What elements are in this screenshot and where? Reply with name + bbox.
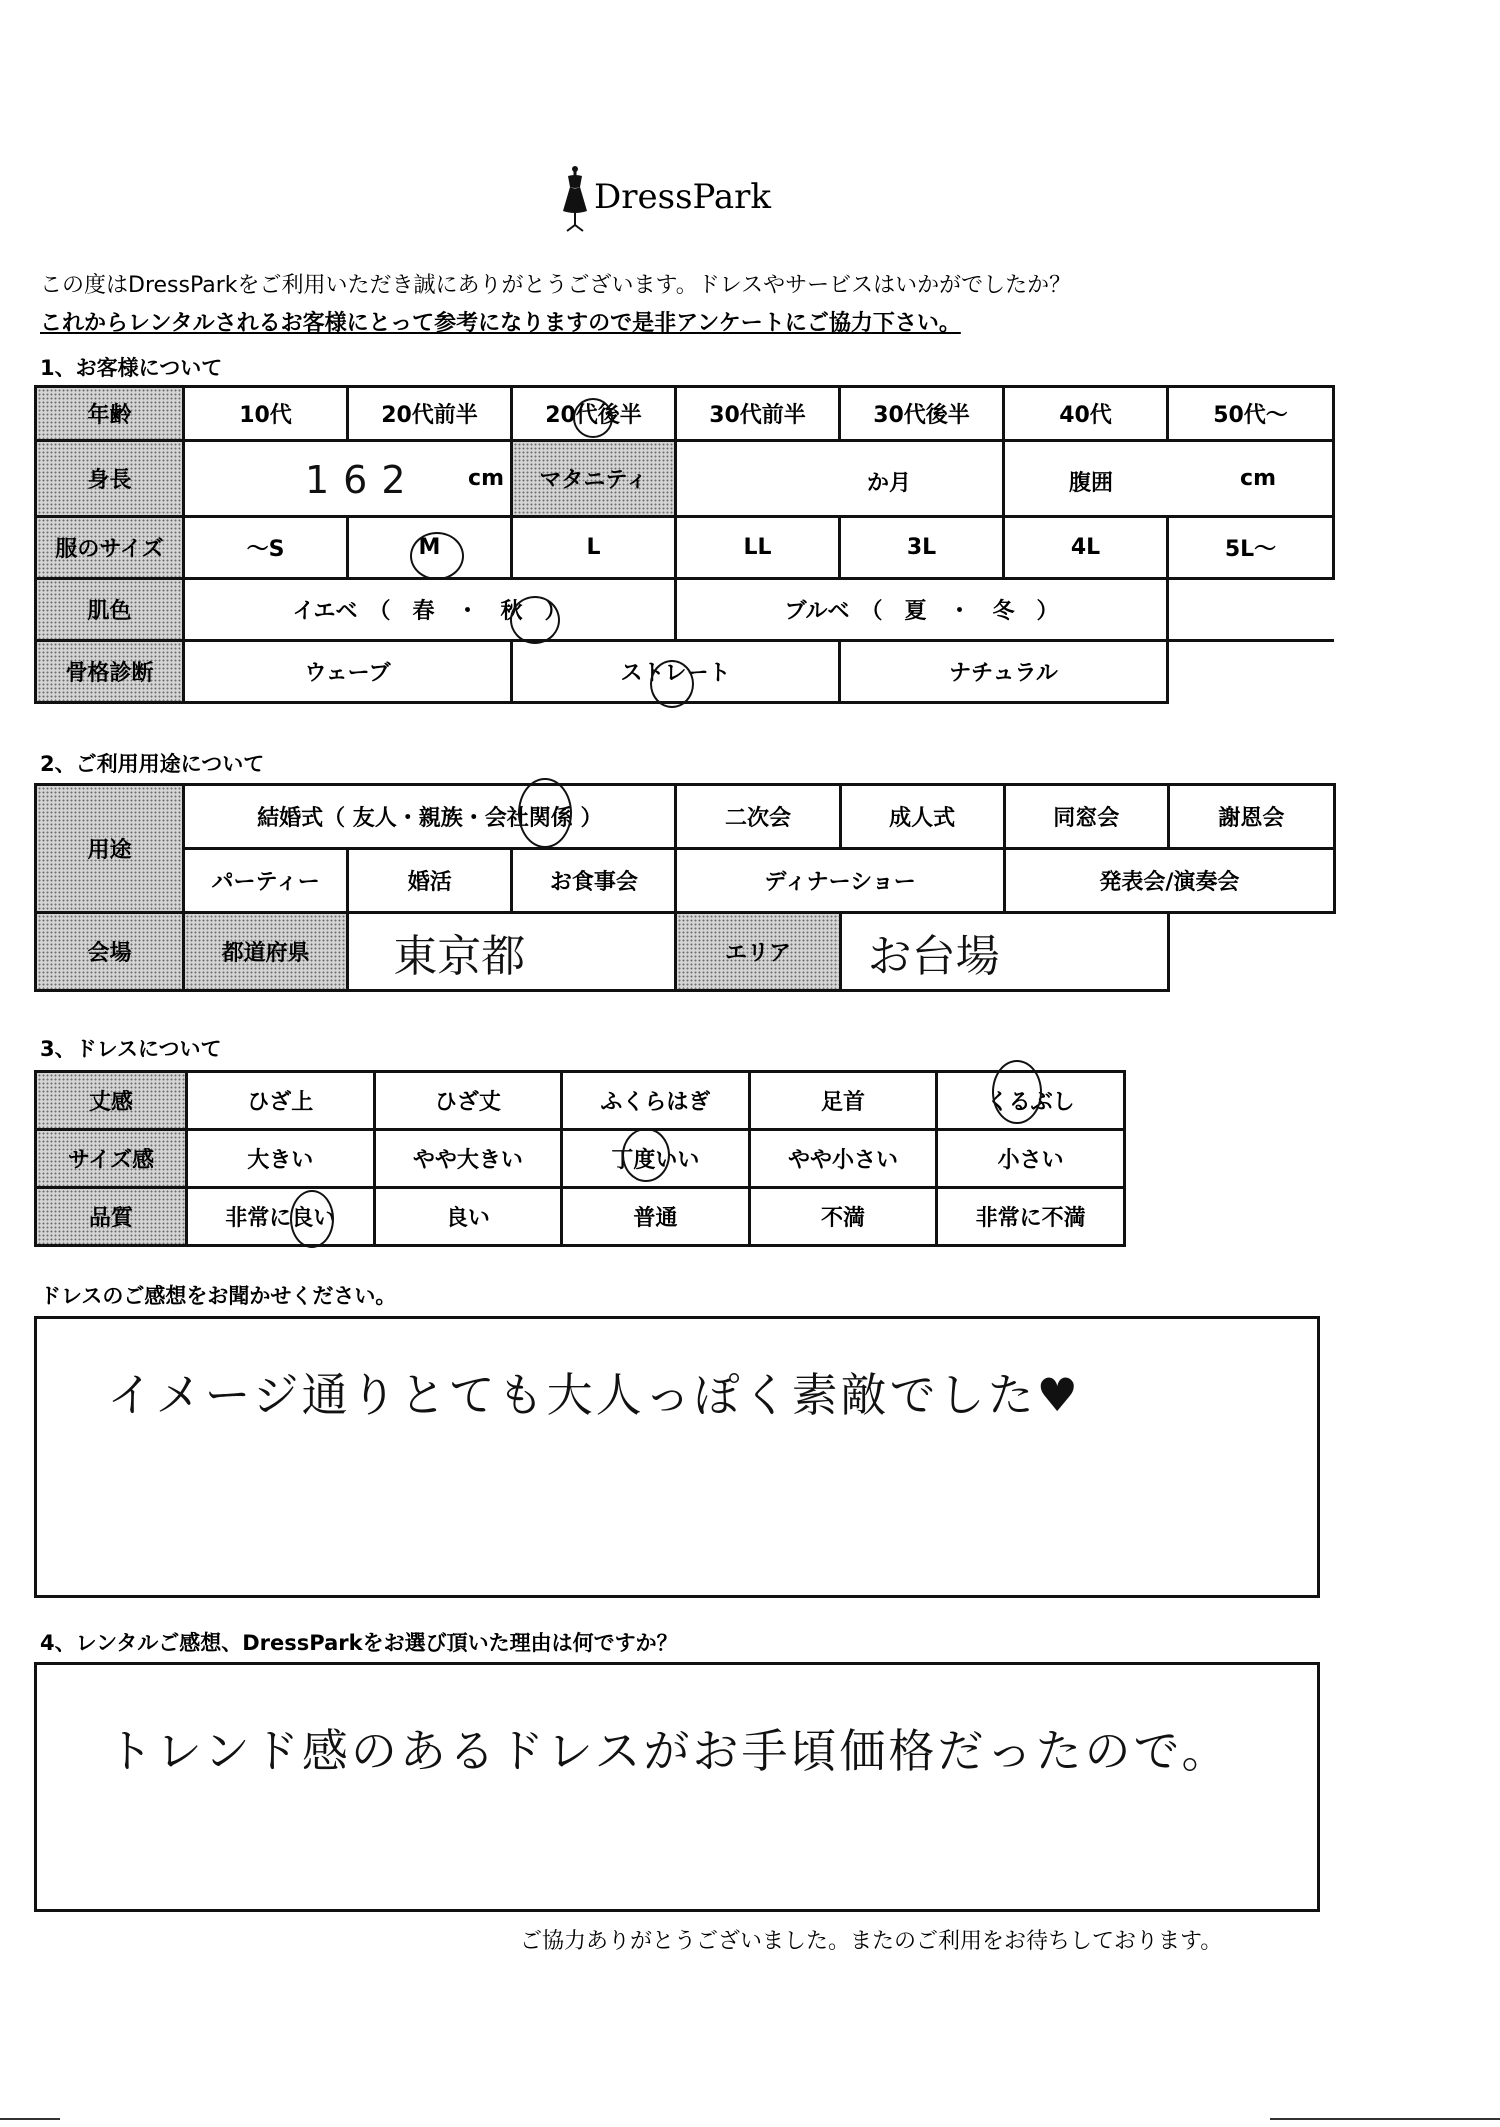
fit-label: サイズ感 xyxy=(36,1130,187,1188)
size-selection-mark xyxy=(410,532,464,580)
skin-yellow-option[interactable]: イエベ （ 春 ・ 秋 ） xyxy=(184,579,676,641)
dress-comment-label: ドレスのご感想をお聞かせください。 xyxy=(40,1284,397,1308)
quality-option[interactable]: 普通 xyxy=(562,1188,750,1246)
height-row xyxy=(36,441,1334,517)
quality-option-selected[interactable]: 非常に良い xyxy=(186,1188,374,1246)
purpose-option[interactable]: パーティー xyxy=(184,849,348,913)
length-row xyxy=(36,1072,1125,1130)
fit-option[interactable]: やや小さい xyxy=(749,1130,937,1188)
age-option[interactable]: 40代 xyxy=(1004,387,1168,441)
quality-selection-mark xyxy=(290,1190,334,1248)
purpose-label: 用途 xyxy=(36,785,184,913)
purpose-option[interactable]: 謝恩会 xyxy=(1168,785,1334,849)
rental-comment-box[interactable] xyxy=(34,1662,1320,1912)
size-option[interactable]: LL xyxy=(676,517,840,579)
maternity-months-cell[interactable] xyxy=(676,441,1004,517)
purpose-option[interactable]: お食事会 xyxy=(512,849,676,913)
prefecture-value: 東京都 xyxy=(393,930,526,982)
dresspark-logo xyxy=(560,165,800,235)
section4-title: 4、レンタルご感想、DressParkをお選び頂いた理由は何ですか？ xyxy=(40,1631,678,1655)
age-option[interactable]: 30代後半 xyxy=(840,387,1004,441)
quality-option[interactable]: 非常に不満 xyxy=(937,1188,1125,1246)
customer-table xyxy=(34,385,1335,704)
section1-title: 1、お客様について xyxy=(40,356,223,380)
scan-edge-mark xyxy=(0,2118,60,2120)
size-option[interactable]: 5L～ xyxy=(1168,517,1334,579)
frame-option[interactable]: ウェーブ xyxy=(184,641,512,703)
length-option-selected[interactable]: くるぶし xyxy=(937,1072,1125,1130)
age-label: 年齢 xyxy=(36,387,184,441)
purpose-row-1 xyxy=(36,785,1335,849)
size-option[interactable]: ～S xyxy=(184,517,348,579)
age-selection-mark xyxy=(573,398,613,438)
height-value: 162 xyxy=(305,458,420,502)
area-value: お台場 xyxy=(867,930,1000,982)
fit-option-selected[interactable]: 丁度いい xyxy=(562,1130,750,1188)
prefecture-cell[interactable] xyxy=(348,913,676,991)
area-cell[interactable] xyxy=(840,913,1168,991)
footer-thanks: ご協力ありがとうございました。またのご利用をお待ちしております。 xyxy=(520,1929,1223,1954)
purpose-selection-mark xyxy=(518,778,572,848)
frame-option-selected[interactable]: ストレート xyxy=(512,641,840,703)
usage-table xyxy=(34,783,1336,992)
length-option[interactable]: ひざ丈 xyxy=(374,1072,562,1130)
intro-line-2: これからレンタルされるお客様にとって参考になりますので是非アンケートにご協力下さい。 xyxy=(40,311,961,336)
venue-row xyxy=(36,913,1335,991)
height-label: 身長 xyxy=(36,441,184,517)
rental-comment-text: トレンド感のあるドレスがお手頃価格だったので。 xyxy=(107,1724,1231,1778)
fit-option[interactable]: 小さい xyxy=(937,1130,1125,1188)
size-option[interactable]: L xyxy=(512,517,676,579)
dress-table xyxy=(34,1070,1126,1247)
prefecture-label: 都道府県 xyxy=(184,913,348,991)
height-unit: cm xyxy=(468,466,504,491)
skin-label: 肌色 xyxy=(36,579,184,641)
skin-blue-option[interactable]: ブルベ （ 夏 ・ 冬 ） xyxy=(676,579,1168,641)
length-option[interactable]: ひざ上 xyxy=(186,1072,374,1130)
age-option[interactable]: 50代～ xyxy=(1168,387,1334,441)
frame-option[interactable]: ナチュラル xyxy=(840,641,1168,703)
skin-row xyxy=(36,579,1334,641)
fit-option[interactable]: やや大きい xyxy=(374,1130,562,1188)
section3-title: 3、ドレスについて xyxy=(40,1037,222,1061)
waist-cell[interactable] xyxy=(1004,441,1334,517)
waist-label: 腹囲 xyxy=(1069,471,1114,496)
frame-label: 骨格診断 xyxy=(36,641,184,703)
age-option-selected[interactable]: 20代後半 xyxy=(512,387,676,441)
age-option[interactable]: 10代 xyxy=(184,387,348,441)
month-unit: か月 xyxy=(867,471,912,496)
age-row xyxy=(36,387,1334,441)
skin-selection-mark xyxy=(510,596,560,644)
size-option-selected[interactable]: M xyxy=(348,517,512,579)
quality-label: 品質 xyxy=(36,1188,187,1246)
purpose-option[interactable]: 婚活 xyxy=(348,849,512,913)
quality-row xyxy=(36,1188,1125,1246)
age-option[interactable]: 30代前半 xyxy=(676,387,840,441)
length-selection-mark xyxy=(992,1060,1042,1124)
length-option[interactable]: 足首 xyxy=(749,1072,937,1130)
length-label: 丈感 xyxy=(36,1072,187,1130)
age-option[interactable]: 20代前半 xyxy=(348,387,512,441)
purpose-row-2 xyxy=(36,849,1335,913)
size-row xyxy=(36,517,1334,579)
size-option[interactable]: 3L xyxy=(840,517,1004,579)
dress-form-icon xyxy=(560,165,590,235)
fit-option[interactable]: 大きい xyxy=(186,1130,374,1188)
purpose-option[interactable]: 発表会/演奏会 xyxy=(1004,849,1334,913)
dress-comment-text: イメージ通りとても大人っぽく素敵でした♥ xyxy=(107,1368,1081,1422)
maternity-label: マタニティ xyxy=(512,441,676,517)
fit-row xyxy=(36,1130,1125,1188)
scan-edge-mark xyxy=(1270,2118,1500,2120)
dress-comment-box[interactable] xyxy=(34,1316,1320,1598)
purpose-option[interactable]: 成人式 xyxy=(840,785,1004,849)
purpose-wedding[interactable]: 結婚式（ 友人・親族・会社関係 ） xyxy=(184,785,676,849)
intro-line-1: この度はDressParkをご利用いただき誠にありがとうございます。ドレスやサービスはいかがでしたか？ xyxy=(40,273,1072,298)
size-label: 服のサイズ xyxy=(36,517,184,579)
size-option[interactable]: 4L xyxy=(1004,517,1168,579)
area-label: エリア xyxy=(676,913,840,991)
venue-label: 会場 xyxy=(36,913,184,991)
quality-option[interactable]: 不満 xyxy=(749,1188,937,1246)
fit-selection-mark xyxy=(622,1128,670,1182)
frame-selection-mark xyxy=(650,660,694,708)
purpose-option[interactable]: ディナーショー xyxy=(676,849,1004,913)
waist-unit: cm xyxy=(1240,466,1276,491)
section2-title: 2、ご利用用途について xyxy=(40,752,265,776)
height-cell[interactable] xyxy=(184,441,512,517)
purpose-option[interactable]: 二次会 xyxy=(676,785,840,849)
quality-option[interactable]: 良い xyxy=(374,1188,562,1246)
length-option[interactable]: ふくらはぎ xyxy=(562,1072,750,1130)
purpose-option[interactable]: 同窓会 xyxy=(1004,785,1168,849)
brand-name: DressPark xyxy=(594,177,772,217)
